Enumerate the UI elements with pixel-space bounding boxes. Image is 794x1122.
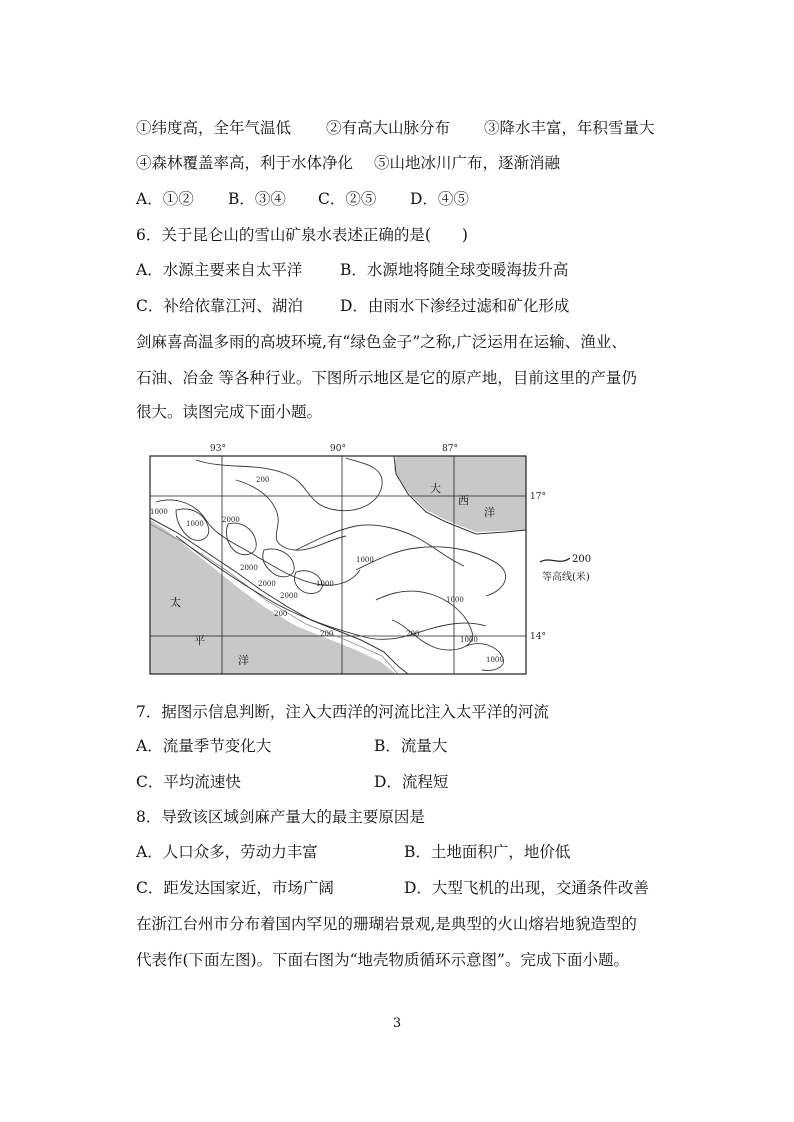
passage1-line3: 很大。读图完成下面小题。 [136,403,323,421]
pacific-ocean-area [150,520,396,674]
q5-item-3: ③降水丰富，年积雪量大 [484,119,655,137]
contour-label: 1000 [356,556,374,564]
lat-label-14: 14° [530,632,546,642]
q5-item-1: ①纬度高，全年气温低 [136,119,292,137]
q5-item-4: ④森林覆盖率高，利于水体净化 [136,154,354,172]
contour-label: 1000 [486,656,504,664]
q5-option-d: D．④⑤ [410,190,469,208]
q8-option-b: B．土地面积广，地价低 [404,843,571,861]
contour-2000-b [226,523,256,555]
q8-option-c: C．距发达国家近，市场广阔 [136,879,334,897]
legend-contour-symbol [540,558,570,562]
q8-option-a: A．人口众多，劳动力丰富 [136,843,318,861]
contour-label: 1000 [150,508,168,516]
atlantic-label-2: 西 [458,494,469,507]
lon-label-93: 93° [210,444,226,454]
contour-label: 2000 [222,516,240,524]
lon-label-87: 87° [442,444,458,454]
q6-option-a: A．水源主要来自太平洋 [136,261,303,279]
q7-stem: 7．据图示信息判断，注入大西洋的河流比注入太平洋的河流 [136,703,549,721]
map-legend [536,544,616,584]
q7-option-b: B．流量大 [374,737,448,755]
lat-label-17: 17° [530,492,546,502]
q5-item-2: ②有高大山脉分布 [326,119,451,137]
contour-label: 2000 [280,592,298,600]
contour-200-north [196,458,382,511]
q5-item-5: ⑤山地冰川广布，逐渐消融 [374,154,561,172]
contour-label: 200 [256,476,270,484]
contour-label: 2000 [258,580,276,588]
q7-option-c: C．平均流速快 [136,773,241,791]
q6-option-d: D．由雨水下渗经过滤和矿化形成 [340,297,570,315]
contour-200-inner [236,480,346,550]
passage1-line1: 剑麻喜高温多雨的高坡环境,有“绿色金子”之称,广泛运用在运输、渔业、 [136,333,627,351]
legend-value: 200 [572,554,592,565]
atlantic-label-1: 大 [430,482,441,495]
q5-option-b: B．③④ [228,190,286,208]
q5-option-a: A．①② [136,190,194,208]
contour-label: 200 [320,630,334,638]
q8-stem: 8．导致该区域剑麻产量大的最主要原因是 [136,808,425,826]
contour-label: 1000 [460,636,478,644]
pacific-label-2: 平 [194,634,205,647]
contour-200-east [356,547,506,596]
atlantic-label-3: 洋 [484,506,495,519]
passage2-line2: 代表作(下面左图)。下面右图为“地壳物质循环示意图”。完成下面小题。 [136,951,629,969]
pacific-label-3: 洋 [238,654,249,667]
contour-label: 1000 [186,520,204,528]
q5-option-c: C．②⑤ [318,190,377,208]
contour-label: 1000 [316,580,334,588]
contour-label: 200 [274,610,288,618]
passage2-line1: 在浙江台州市分布着国内罕见的珊瑚岩景观,是典型的火山熔岩地貌造型的 [136,915,637,933]
q7-option-d: D．流程短 [374,773,449,791]
q8-option-d: D．大型飞机的出现，交通条件改善 [404,879,649,897]
contour-label: 200 [406,630,420,638]
lon-label-90: 90° [330,444,346,454]
q7-option-a: A．流量季节变化大 [136,737,272,755]
contour-label: 2000 [240,564,258,572]
contour-1000-mid [296,525,464,566]
pacific-label-1: 太 [170,596,181,609]
q6-option-c: C．补给依靠江河、湖泊 [136,297,303,315]
contour-label: 1000 [446,596,464,604]
q6-stem: 6．关于昆仑山的雪山矿泉水表述正确的是( ) [136,226,468,244]
legend-label: 等高线(米) [542,572,590,583]
contour-map [146,440,550,678]
q6-option-b: B．水源地将随全球变暖海拔升高 [340,261,569,279]
passage1-line2: 石油、冶金 等各种行业。下图所示地区是它的原产地，目前这里的产量仍 [136,369,637,387]
page-number: 3 [392,1016,402,1031]
